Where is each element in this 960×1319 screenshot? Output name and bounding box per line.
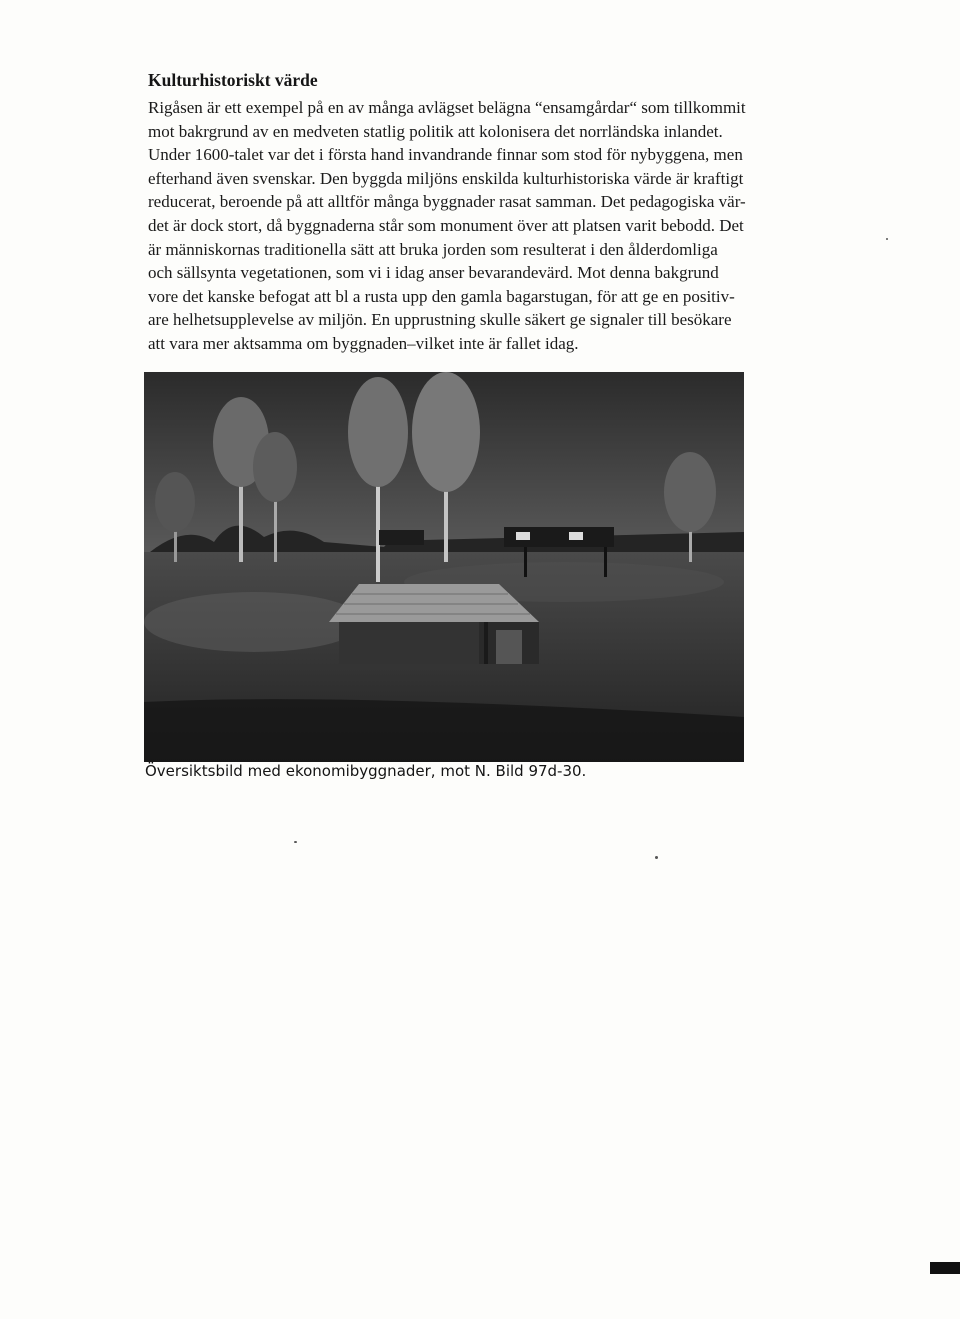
paragraph-line: vore det kanske befogat att bl a rusta upp den gamla bagarstugan, för att ge en positiv- — [148, 286, 735, 306]
paragraph-line: Under 1600-talet var det i första hand invandrande finnar som stod för nybyggena, men — [148, 145, 743, 165]
body-paragraph — [148, 96, 828, 356]
paragraph-line: det är dock stort, då byggnaderna står som monument över att platsen varit bebodd. Det — [148, 215, 744, 235]
paragraph-line: are helhetsupplevelse av miljön. En upprustning skulle säkert ge signaler till besökare — [148, 310, 732, 330]
landscape-photo — [144, 372, 744, 762]
paragraph-line: att vara mer aktsamma om byggnaden–vilket inte är fallet idag. — [148, 333, 579, 353]
cabin — [329, 584, 539, 664]
scan-speck — [294, 841, 297, 843]
paragraph-line: reducerat, beroende på att alltför många byggnader rasat samman. Det pedagogiska vär- — [148, 192, 746, 212]
photo-illustration — [144, 372, 744, 762]
paragraph-line: Rigåsen är ett exempel på en av många avlägset belägna “ensamgårdar“ som tillkommit — [148, 98, 746, 117]
scan-speck — [886, 238, 888, 240]
paragraph-line: är människornas traditionella sätt att bruka jorden som resulterat i den ålderdomliga — [148, 239, 718, 259]
section-heading: Kulturhistoriskt värde — [148, 70, 318, 90]
photo-caption: Översiktsbild med ekonomibyggnader, mot N. Bild 97d-30. — [145, 762, 587, 780]
paragraph-line: och sällsynta vegetationen, som vi i idag anser bevarandevärd. Mot denna bakgrund — [148, 263, 719, 283]
scan-edge-mark — [930, 1262, 960, 1274]
scan-speck — [655, 856, 658, 859]
paragraph-line: mot bakrgrund av en medveten statlig politik att kolonisera det norrländska inlandet. — [148, 121, 723, 141]
paragraph-line: efterhand även svenskar. Den byggda miljöns enskilda kulturhistoriska värde är kraftigt — [148, 168, 744, 188]
